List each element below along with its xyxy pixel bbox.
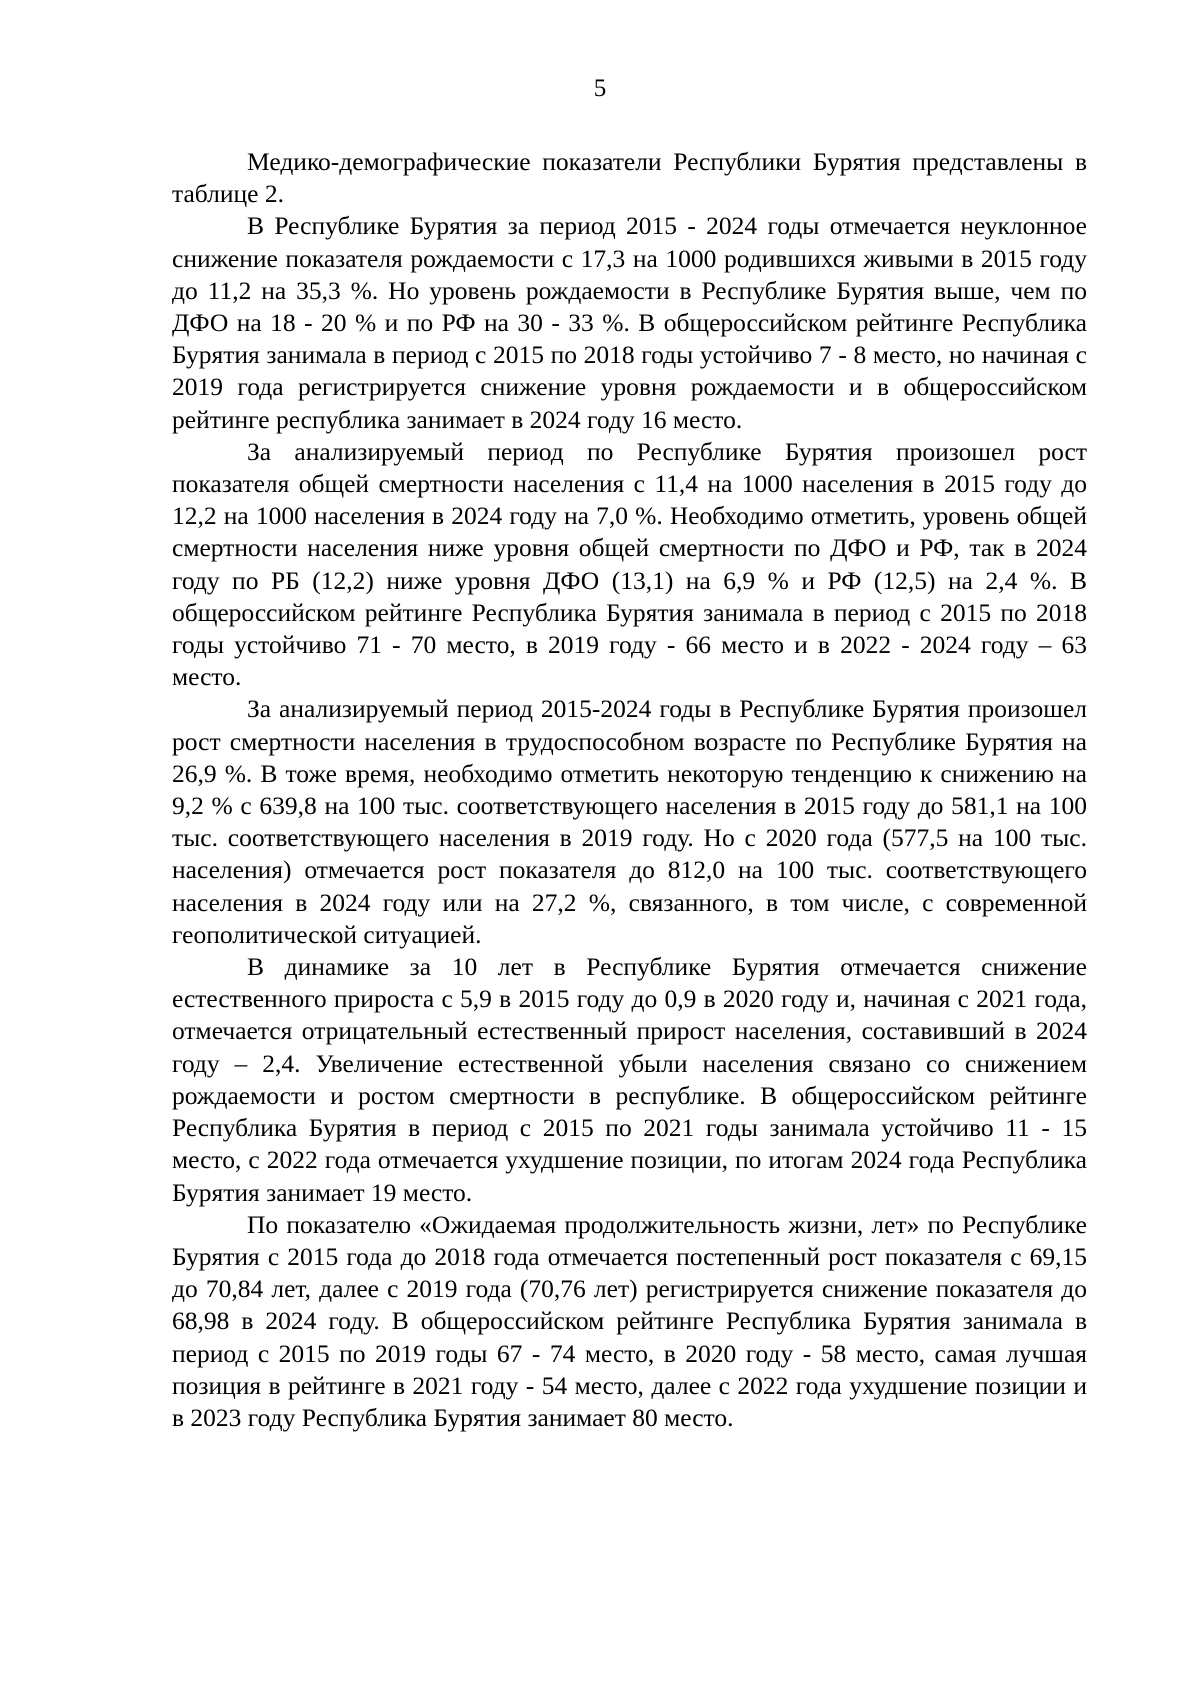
page-number: 5 — [593, 75, 607, 102]
paragraph-life-expectancy: По показателю «Ожидаемая продолжительность жизни, лет» по Республике Бурятия с 2015 года до 2018 года отмечается постепенный рост показателя с 69,15 до 70,84 лет, далее с 2019 года (70,76 лет) регистрируется снижение показателя до 68,98 в 2024 году. В общероссийском рейтинге Республика Бурятия занимала в период с 2015 по 2019 годы 67 - 74 место, в 2020 году - 58 место, самая лучшая позиция в рейтинге в 2021 году - 54 место, далее с 2022 года ухудшение позиции и в 2023 году Республика Бурятия занимает 80 место. — [172, 1209, 1087, 1432]
paragraph-intro: Медико-демографические показатели Республики Бурятия представлены в таблице 2. — [172, 147, 1087, 209]
document-body — [172, 146, 1087, 1434]
paragraph-natural-growth: В динамике за 10 лет в Республике Бурятия отмечается снижение естественного прироста с 5,9 в 2015 году до 0,9 в 2020 году и, начиная с 2021 года, отмечается отрицательный естественный прирост населения, составивший в 2024 году – 2,4. Увеличение естественной убыли населения связано со снижением рождаемости и ростом смертности в республике. В общероссийском рейтинге Республика Бурятия в период с 2015 по 2021 годы занимала устойчиво 11 - 15 место, с 2022 года отмечается ухудшение позиции, по итогам 2024 года Республика Бурятия занимает 19 место. — [172, 952, 1087, 1207]
paragraph-birth-rate: В Республике Бурятия за период 2015 - 2024 годы отмечается неуклонное снижение показателя рождаемости с 17,3 на 1000 родившихся живыми в 2015 году до 11,2 на 35,3 %. Но уровень рождаемости в Республике Бурятия выше, чем по ДФО на 18 - 20 % и по РФ на 30 - 33 %. В общероссийском рейтинге Республика Бурятия занимала в период с 2015 по 2018 годы устойчиво 7 - 8 место, но начиная с 2019 года регистрируется снижение уровня рождаемости и в общероссийском рейтинге республика занимает в 2024 году 16 место. — [172, 211, 1087, 434]
paragraph-general-mortality: За анализируемый период по Республике Бурятия произошел рост показателя общей смертности населения с 11,4 на 1000 населения в 2015 году до 12,2 на 1000 населения в 2024 году на 7,0 %. Необходимо отметить, уровень общей смертности населения ниже уровня общей смертности по ДФО и РФ, так в 2024 году по РБ (12,2) ниже уровня ДФО (13,1) на 6,9 % и РФ (12,5) на 2,4 %. В общероссийском рейтинге Республика Бурятия занимала в период с 2015 по 2018 годы устойчиво 71 - 70 место, в 2019 году - 66 место и в 2022 - 2024 году – 63 место. — [172, 436, 1087, 692]
paragraph-working-age-mortality: За анализируемый период 2015-2024 годы в Республике Бурятия произошел рост смертности населения в трудоспособном возрасте по Республике Бурятия на 26,9 %. В тоже время, необходимо отметить некоторую тенденцию к снижению на 9,2 % с 639,8 на 100 тыс. соответствующего населения в 2015 году до 581,1 на 100 тыс. соответствующего населения в 2019 году. Но с 2020 года (577,5 на 100 тыс. населения) отмечается рост показателя до 812,0 на 100 тыс. соответствующего населения в 2024 году или на 27,2 %, связанного, в том числе, с современной геополитической ситуацией. — [172, 694, 1087, 949]
